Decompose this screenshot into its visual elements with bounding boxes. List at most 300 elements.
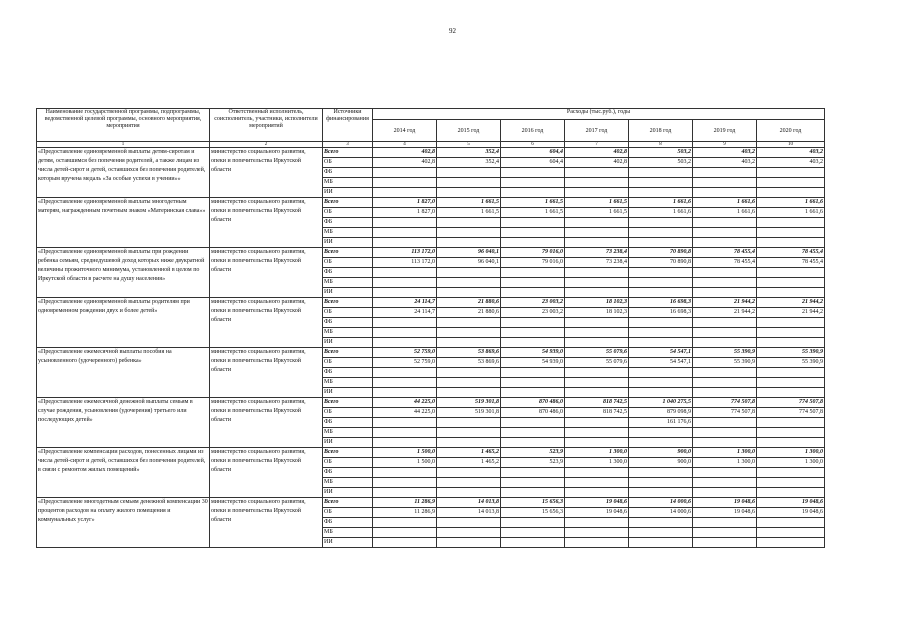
expense-value: 23 003,2 [501, 298, 565, 308]
expense-value [373, 378, 437, 388]
expense-value [373, 188, 437, 198]
expense-value [437, 238, 501, 248]
expense-value: 70 890,8 [629, 248, 693, 258]
expense-value [437, 528, 501, 538]
funding-source: ИИ [323, 288, 373, 298]
funding-source: ФБ [323, 468, 373, 478]
funding-source: Всего [323, 148, 373, 158]
expense-value [693, 538, 757, 548]
expense-value [373, 338, 437, 348]
expense-value [565, 178, 629, 188]
expense-value: 818 742,5 [565, 398, 629, 408]
expense-value [373, 438, 437, 448]
expense-value: 54 547,1 [629, 358, 693, 368]
expense-value: 19 048,6 [693, 498, 757, 508]
expense-value [501, 238, 565, 248]
expense-value: 55 390,9 [693, 358, 757, 368]
expense-value [501, 328, 565, 338]
expense-value [437, 468, 501, 478]
expense-value [437, 218, 501, 228]
table-row [37, 398, 825, 408]
budget-table [36, 108, 825, 548]
expense-value [373, 328, 437, 338]
expense-value [565, 518, 629, 528]
column-number: 8 [629, 142, 693, 148]
header-program: Наименование государственной программы, подпрограммы, ведомственной целевой программы, основного мероприятия, мероприятия [37, 109, 210, 142]
funding-source: МБ [323, 428, 373, 438]
funding-source: ФБ [323, 318, 373, 328]
funding-source: ОБ [323, 258, 373, 268]
funding-source: ОБ [323, 208, 373, 218]
expense-value [693, 528, 757, 538]
expense-value: 96 040,1 [437, 248, 501, 258]
expense-value [629, 238, 693, 248]
funding-source: МБ [323, 378, 373, 388]
program-name: «Предоставление единовременной выплаты при рождении ребенка семьям, среднедушевой доход которых ниже двукратной величины прожиточного минимума, установленной в целом по Иркутской области в расчете на душу населения» [37, 248, 210, 298]
expense-value [565, 378, 629, 388]
expense-value: 402,8 [373, 148, 437, 158]
expense-value [373, 418, 437, 428]
funding-source: ФБ [323, 518, 373, 528]
funding-source: ФБ [323, 218, 373, 228]
program-name: «Предоставление единовременной выплаты многодетным матерям, награжденным почетным знаком «Материнская слава»» [37, 198, 210, 248]
funding-source: МБ [323, 528, 373, 538]
column-number: 5 [437, 142, 501, 148]
header-year: 2017 год [565, 120, 629, 142]
expense-value: 402,8 [373, 158, 437, 168]
expense-value: 16 698,3 [629, 298, 693, 308]
expense-value: 774 507,8 [757, 398, 825, 408]
expense-value [373, 218, 437, 228]
funding-source: МБ [323, 178, 373, 188]
expense-value [501, 188, 565, 198]
expense-value [565, 338, 629, 348]
expense-value: 161 176,6 [629, 418, 693, 428]
executor-name: министерство социального развития, опеки и попечительства Иркутской области [210, 248, 323, 298]
expense-value [501, 378, 565, 388]
expense-value [757, 388, 825, 398]
expense-value: 1 661,6 [693, 208, 757, 218]
expense-value [437, 168, 501, 178]
expense-value: 70 890,8 [629, 258, 693, 268]
expense-value: 96 040,1 [437, 258, 501, 268]
expense-value [693, 488, 757, 498]
expense-value [501, 268, 565, 278]
expense-value: 19 048,6 [757, 508, 825, 518]
funding-source: Всего [323, 298, 373, 308]
expense-value: 352,4 [437, 148, 501, 158]
expense-value [629, 528, 693, 538]
expense-value [501, 338, 565, 348]
expense-value: 21 944,2 [693, 298, 757, 308]
expense-value: 19 048,6 [693, 508, 757, 518]
expense-value: 402,8 [565, 148, 629, 158]
expense-value [629, 488, 693, 498]
table-row [37, 148, 825, 158]
expense-value [565, 288, 629, 298]
expense-value: 21 944,2 [693, 308, 757, 318]
program-name: «Предоставление ежемесячной выплаты пособия на усыновленного (удочеренного) ребенка» [37, 348, 210, 398]
expense-value: 78 455,4 [693, 248, 757, 258]
expense-value: 774 507,8 [693, 408, 757, 418]
expense-value [565, 538, 629, 548]
expense-value [437, 268, 501, 278]
expense-value [437, 368, 501, 378]
expense-value [629, 368, 693, 378]
expense-value [629, 168, 693, 178]
expense-value: 78 455,4 [757, 248, 825, 258]
funding-source: МБ [323, 228, 373, 238]
expense-value: 19 048,6 [757, 498, 825, 508]
expense-value: 604,4 [501, 158, 565, 168]
expense-value: 52 759,0 [373, 358, 437, 368]
header-year: 2020 год [757, 120, 825, 142]
expense-value: 1 661,6 [629, 198, 693, 208]
funding-source: МБ [323, 328, 373, 338]
program-name: «Предоставление единовременной выплаты детям-сиротам и детям, оставшимся без попечения родителей, а также лицам из числа детей-сирот и детей, оставшихся без попечения родителей, которым вручена медаль «За особые успехи в учении»» [37, 148, 210, 198]
expense-value [565, 188, 629, 198]
expense-value [757, 178, 825, 188]
expense-value [629, 428, 693, 438]
expense-value [565, 368, 629, 378]
expense-value [629, 518, 693, 528]
executor-name: министерство социального развития, опеки и попечительства Иркутской области [210, 498, 323, 548]
expense-value: 1 500,0 [373, 458, 437, 468]
funding-source: ИИ [323, 488, 373, 498]
funding-source: ИИ [323, 538, 373, 548]
expense-value [693, 318, 757, 328]
table-body [37, 148, 825, 548]
expense-value [693, 388, 757, 398]
expense-value [501, 438, 565, 448]
funding-source: ИИ [323, 238, 373, 248]
expense-value [501, 538, 565, 548]
funding-source: МБ [323, 478, 373, 488]
expense-value [693, 188, 757, 198]
expense-value: 519 301,8 [437, 408, 501, 418]
expense-value [437, 178, 501, 188]
program-name: «Предоставление компенсации расходов, понесенных лицами из числа детей-сирот и детей, оставшихся без попечения родителей, в связи с ремонтом жилых помещений» [37, 448, 210, 498]
funding-source: ФБ [323, 168, 373, 178]
executor-name: министерство социального развития, опеки и попечительства Иркутской области [210, 148, 323, 198]
expense-value: 1 661,5 [501, 198, 565, 208]
expense-value [437, 438, 501, 448]
expense-value [629, 278, 693, 288]
expense-value [757, 478, 825, 488]
column-number: 4 [373, 142, 437, 148]
expense-value [437, 188, 501, 198]
expense-value [693, 218, 757, 228]
funding-source: ОБ [323, 158, 373, 168]
expense-value: 1 661,6 [757, 198, 825, 208]
expense-value: 15 656,3 [501, 498, 565, 508]
expense-value [629, 178, 693, 188]
expense-value [565, 228, 629, 238]
expense-value [693, 268, 757, 278]
expense-value: 24 114,7 [373, 308, 437, 318]
program-name: «Предоставление единовременной выплаты родителям при одновременном рождении двух и более детей» [37, 298, 210, 348]
expense-value [757, 438, 825, 448]
expense-value: 55 079,6 [565, 358, 629, 368]
expense-value [693, 428, 757, 438]
header-expenses: Расходы (тыс.руб.), годы [373, 109, 825, 120]
expense-value [501, 318, 565, 328]
expense-value [693, 378, 757, 388]
expense-value: 503,2 [629, 148, 693, 158]
expense-value: 11 286,9 [373, 498, 437, 508]
expense-value [437, 288, 501, 298]
expense-value: 55 390,9 [693, 348, 757, 358]
expense-value [629, 268, 693, 278]
expense-value: 73 238,4 [565, 248, 629, 258]
expense-value [373, 488, 437, 498]
expense-value [757, 378, 825, 388]
expense-value: 79 016,0 [501, 248, 565, 258]
expense-value: 1 465,2 [437, 458, 501, 468]
expense-value [629, 318, 693, 328]
expense-value [565, 318, 629, 328]
expense-value: 1 661,5 [565, 198, 629, 208]
executor-name: министерство социального развития, опеки и попечительства Иркутской области [210, 398, 323, 448]
expense-value: 54 939,0 [501, 348, 565, 358]
expense-value: 870 486,0 [501, 398, 565, 408]
expense-value [565, 268, 629, 278]
expense-value [693, 288, 757, 298]
expense-value: 23 003,2 [501, 308, 565, 318]
expense-value [693, 238, 757, 248]
expense-value [373, 518, 437, 528]
header-year: 2015 год [437, 120, 501, 142]
expense-value: 79 016,0 [501, 258, 565, 268]
column-number: 9 [693, 142, 757, 148]
expense-value [757, 238, 825, 248]
expense-value: 1 500,0 [373, 448, 437, 458]
expense-value [693, 178, 757, 188]
expense-value [757, 418, 825, 428]
expense-value: 44 225,0 [373, 398, 437, 408]
header-year: 2018 год [629, 120, 693, 142]
expense-value: 879 098,9 [629, 408, 693, 418]
expense-value [565, 238, 629, 248]
expense-value: 1 300,0 [565, 458, 629, 468]
expense-value [437, 388, 501, 398]
expense-value [373, 288, 437, 298]
column-number: 10 [757, 142, 825, 148]
funding-source: МБ [323, 278, 373, 288]
expense-value [437, 278, 501, 288]
expense-value [501, 178, 565, 188]
expense-value: 1 661,5 [437, 208, 501, 218]
expense-value: 53 869,6 [437, 358, 501, 368]
expense-value [757, 268, 825, 278]
expense-value [629, 538, 693, 548]
expense-value: 818 742,5 [565, 408, 629, 418]
expense-value: 54 939,0 [501, 358, 565, 368]
expense-value [373, 318, 437, 328]
expense-value [437, 338, 501, 348]
expense-value [757, 528, 825, 538]
column-number: 7 [565, 142, 629, 148]
funding-source: ИИ [323, 438, 373, 448]
expense-value: 604,4 [501, 148, 565, 158]
expense-value: 21 880,6 [437, 308, 501, 318]
expense-value [757, 228, 825, 238]
expense-value [629, 218, 693, 228]
column-number: 3 [323, 142, 373, 148]
expense-value [501, 228, 565, 238]
expense-value: 15 656,3 [501, 508, 565, 518]
program-name: «Предоставление ежемесячной денежной выплаты семьям в случае рождения, усыновления (удочерения) третьего или последующих детей» [37, 398, 210, 448]
expense-value [757, 518, 825, 528]
expense-value [565, 428, 629, 438]
expense-value [437, 478, 501, 488]
expense-value: 78 455,4 [693, 258, 757, 268]
expense-value: 1 300,0 [693, 448, 757, 458]
column-number: 1 [37, 142, 210, 148]
expense-value: 1 040 275,5 [629, 398, 693, 408]
expense-value: 55 079,6 [565, 348, 629, 358]
header-year: 2016 год [501, 120, 565, 142]
expense-value [501, 388, 565, 398]
expense-value: 774 507,8 [757, 408, 825, 418]
expense-value [629, 378, 693, 388]
expense-value [501, 368, 565, 378]
expense-value [757, 468, 825, 478]
table-row [37, 498, 825, 508]
expense-value [373, 538, 437, 548]
expense-value: 55 390,9 [757, 358, 825, 368]
expense-value [501, 518, 565, 528]
expense-value [373, 168, 437, 178]
expense-value: 113 172,0 [373, 248, 437, 258]
funding-source: ИИ [323, 388, 373, 398]
funding-source: ОБ [323, 458, 373, 468]
expense-value [501, 488, 565, 498]
expense-value: 11 286,9 [373, 508, 437, 518]
table-row [37, 348, 825, 358]
expense-value [501, 478, 565, 488]
expense-value: 1 300,0 [693, 458, 757, 468]
expense-value [437, 538, 501, 548]
expense-value [757, 188, 825, 198]
table-row [37, 248, 825, 258]
expense-value [693, 338, 757, 348]
expense-value [373, 278, 437, 288]
expense-value [757, 318, 825, 328]
expense-value [501, 418, 565, 428]
expense-value [565, 168, 629, 178]
expense-value: 14 013,8 [437, 508, 501, 518]
funding-source: ОБ [323, 508, 373, 518]
expense-value [437, 428, 501, 438]
expense-value: 24 114,7 [373, 298, 437, 308]
expense-value: 523,9 [501, 458, 565, 468]
expense-value: 403,2 [693, 158, 757, 168]
expense-value [757, 538, 825, 548]
funding-source: Всего [323, 398, 373, 408]
expense-value: 52 759,0 [373, 348, 437, 358]
expense-value: 870 486,0 [501, 408, 565, 418]
header-year: 2014 год [373, 120, 437, 142]
funding-source: ИИ [323, 338, 373, 348]
expense-value [565, 468, 629, 478]
expense-value [693, 518, 757, 528]
expense-value: 21 944,2 [757, 298, 825, 308]
expense-value: 1 661,6 [693, 198, 757, 208]
expense-value [565, 388, 629, 398]
expense-value: 78 455,4 [757, 258, 825, 268]
expense-value: 523,9 [501, 448, 565, 458]
funding-source: Всего [323, 498, 373, 508]
expense-value: 1 827,0 [373, 208, 437, 218]
funding-source: Всего [323, 448, 373, 458]
funding-source: Всего [323, 348, 373, 358]
expense-value: 1 661,5 [501, 208, 565, 218]
expense-value: 900,0 [629, 458, 693, 468]
program-name: «Предоставление многодетным семьям денежной компенсации 30 процентов расходов на оплату жилого помещения и коммунальных услуг» [37, 498, 210, 548]
expense-value [757, 278, 825, 288]
expense-value [693, 438, 757, 448]
expense-value [629, 288, 693, 298]
expense-value [437, 418, 501, 428]
funding-source: ИИ [323, 188, 373, 198]
expense-value [629, 328, 693, 338]
expense-value [693, 168, 757, 178]
expense-value: 21 880,6 [437, 298, 501, 308]
expense-value: 44 225,0 [373, 408, 437, 418]
executor-name: министерство социального развития, опеки и попечительства Иркутской области [210, 298, 323, 348]
expense-value [373, 468, 437, 478]
expense-value: 1 661,6 [629, 208, 693, 218]
expense-value [757, 488, 825, 498]
expense-value [373, 178, 437, 188]
expense-value [437, 518, 501, 528]
expense-value: 55 390,9 [757, 348, 825, 358]
expense-value [373, 528, 437, 538]
expense-value [629, 188, 693, 198]
funding-source: ФБ [323, 368, 373, 378]
expense-value [629, 228, 693, 238]
expense-value [565, 328, 629, 338]
expense-value [501, 168, 565, 178]
expense-value [629, 468, 693, 478]
expense-value [501, 428, 565, 438]
expense-value: 19 048,6 [565, 508, 629, 518]
expense-value [501, 218, 565, 228]
expense-value: 1 661,5 [565, 208, 629, 218]
expense-value: 503,2 [629, 158, 693, 168]
expense-value [373, 388, 437, 398]
expense-value [501, 288, 565, 298]
expense-value [373, 368, 437, 378]
expense-value: 18 102,3 [565, 308, 629, 318]
expense-value [693, 418, 757, 428]
expense-value [693, 228, 757, 238]
executor-name: министерство социального развития, опеки и попечительства Иркутской области [210, 448, 323, 498]
expense-value [629, 438, 693, 448]
expense-value: 403,2 [757, 148, 825, 158]
funding-source: Всего [323, 248, 373, 258]
column-number: 2 [210, 142, 323, 148]
expense-value: 402,8 [565, 158, 629, 168]
header-year: 2019 год [693, 120, 757, 142]
expense-value [693, 478, 757, 488]
expense-value: 774 507,8 [693, 398, 757, 408]
expense-value: 1 300,0 [565, 448, 629, 458]
funding-source: ФБ [323, 268, 373, 278]
expense-value: 519 301,8 [437, 398, 501, 408]
expense-value [373, 238, 437, 248]
